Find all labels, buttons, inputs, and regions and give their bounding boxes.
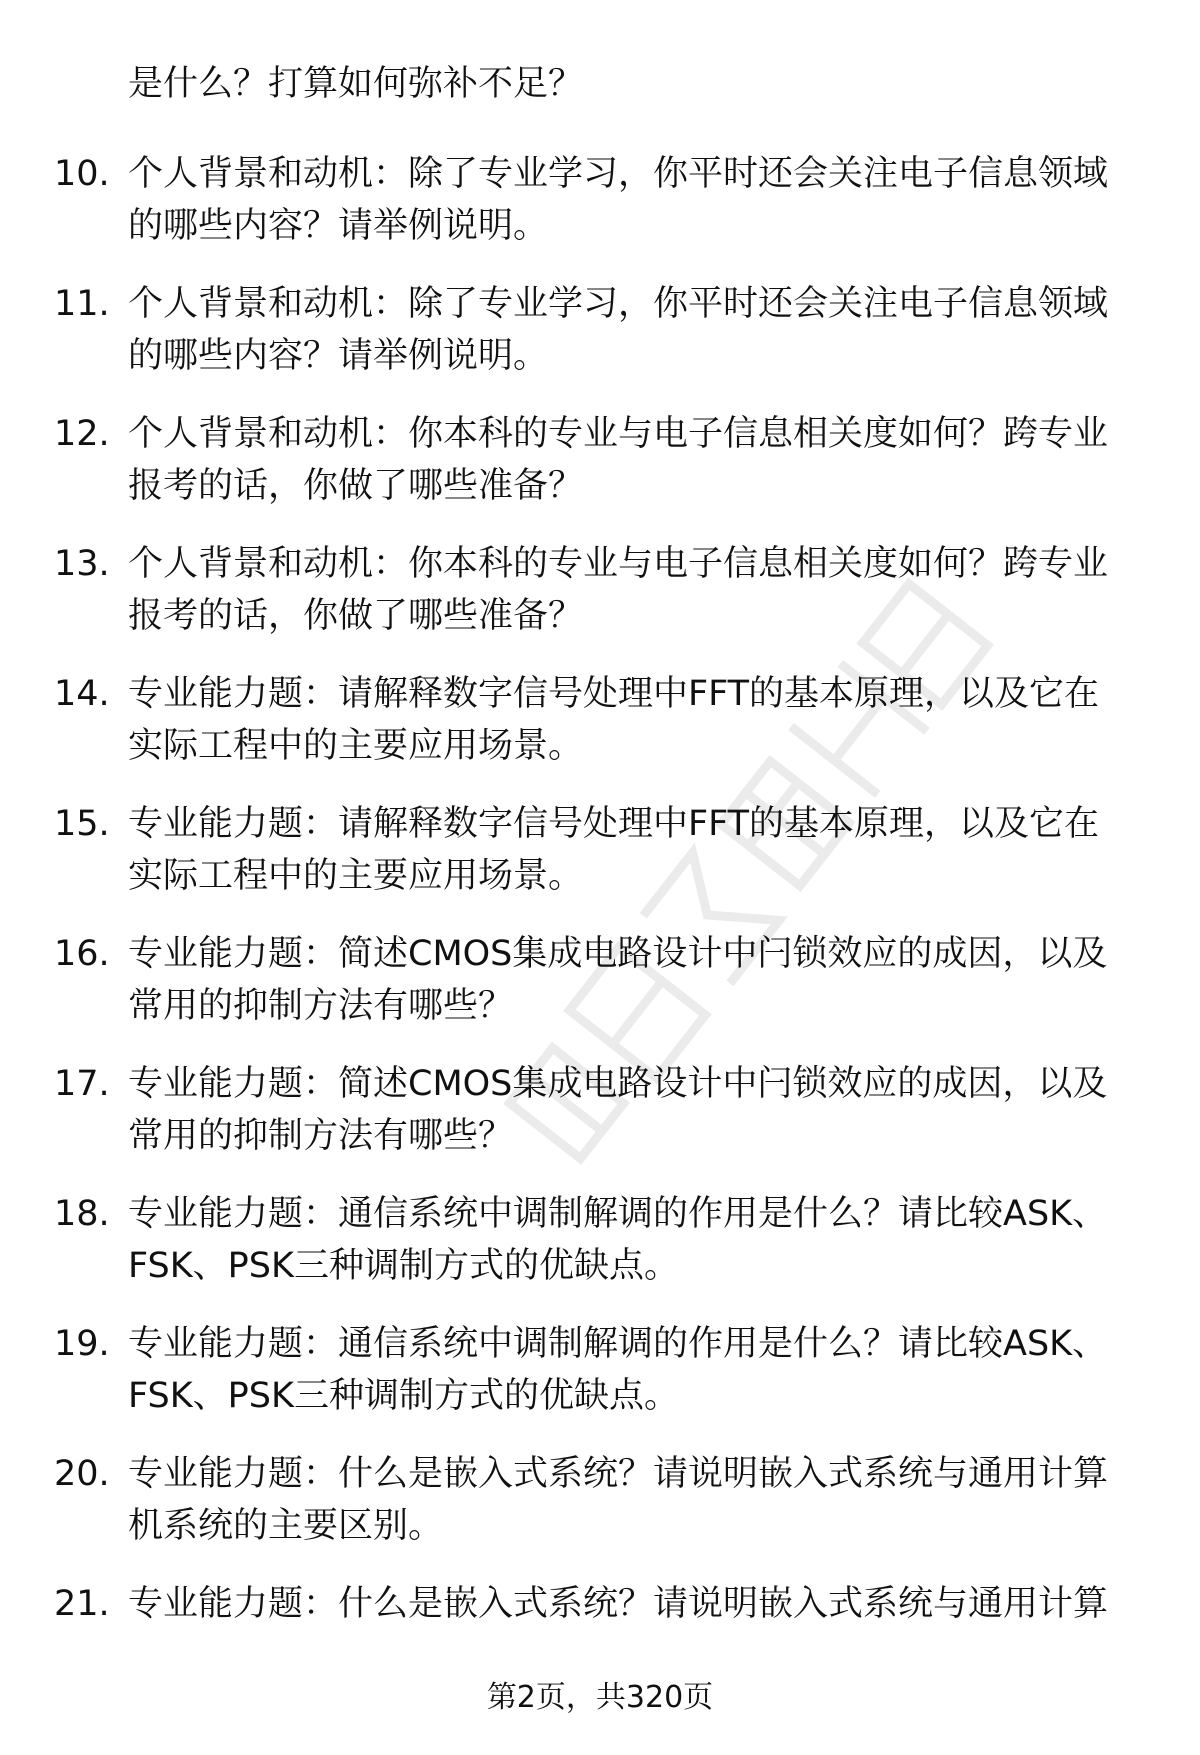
item-line: 专业能力题：请解释数字信号处理中FFT的基本原理，以及它在 <box>128 674 1100 714</box>
list-item <box>0 538 1200 668</box>
item-line: 专业能力题：简述CMOS集成电路设计中闩锁效应的成因，以及 <box>128 1064 1108 1104</box>
item-line: 专业能力题：请解释数字信号处理中FFT的基本原理，以及它在 <box>128 804 1100 844</box>
item-line: 个人背景和动机：除了专业学习，你平时还会关注电子信息领域 <box>128 284 1109 324</box>
item-line: 的哪些内容？请举例说明。 <box>128 206 549 246</box>
item-text <box>128 1058 1148 1162</box>
list-item <box>0 1058 1200 1188</box>
item-line: 实际工程中的主要应用场景。 <box>128 856 584 896</box>
item-text <box>128 408 1148 512</box>
item-number: 13. <box>54 544 110 584</box>
page-footer: 第2页，共320页 <box>486 1680 714 1715</box>
item-number: 19. <box>54 1324 110 1364</box>
continuation-text: 是什么？打算如何弥补不足？ <box>128 64 584 104</box>
item-number: 11. <box>54 284 110 324</box>
item-number: 12. <box>54 414 110 454</box>
item-number: 18. <box>54 1194 110 1234</box>
item-line: 机系统的主要区别。 <box>128 1506 444 1546</box>
item-text <box>128 1318 1148 1422</box>
item-number: 10. <box>54 154 110 194</box>
item-line: 专业能力题：什么是嵌入式系统？请说明嵌入式系统与通用计算 <box>128 1584 1109 1624</box>
item-line: 专业能力题：简述CMOS集成电路设计中闩锁效应的成因，以及 <box>128 934 1108 974</box>
item-text <box>128 1188 1148 1292</box>
list-item <box>0 148 1200 278</box>
item-line: 报考的话，你做了哪些准备？ <box>128 596 584 636</box>
item-text <box>128 148 1148 252</box>
item-text <box>128 798 1148 902</box>
item-number: 16. <box>54 934 110 974</box>
item-text <box>128 928 1148 1032</box>
list-item <box>0 1448 1200 1578</box>
item-line: 个人背景和动机：你本科的专业与电子信息相关度如何？跨专业 <box>128 414 1109 454</box>
item-line: FSK、PSK三种调制方式的优缺点。 <box>128 1246 679 1286</box>
list-item <box>0 668 1200 798</box>
item-line: 报考的话，你做了哪些准备？ <box>128 466 584 506</box>
item-number: 14. <box>54 674 110 714</box>
item-text <box>128 1448 1148 1552</box>
item-number: 21. <box>54 1584 110 1624</box>
item-text <box>128 538 1148 642</box>
item-number: 15. <box>54 804 110 844</box>
list-item <box>0 1188 1200 1318</box>
item-line: 常用的抑制方法有哪些？ <box>128 986 514 1026</box>
item-line: FSK、PSK三种调制方式的优缺点。 <box>128 1376 679 1416</box>
item-line: 专业能力题：什么是嵌入式系统？请说明嵌入式系统与通用计算 <box>128 1454 1109 1494</box>
item-line: 的哪些内容？请举例说明。 <box>128 336 549 376</box>
item-number: 20. <box>54 1454 110 1494</box>
item-text <box>128 668 1148 772</box>
list-item <box>0 798 1200 928</box>
list-item <box>0 928 1200 1058</box>
item-line: 专业能力题：通信系统中调制解调的作用是什么？请比较ASK、 <box>128 1324 1108 1364</box>
list-item <box>0 1318 1200 1448</box>
item-line: 专业能力题：通信系统中调制解调的作用是什么？请比较ASK、 <box>128 1194 1108 1234</box>
item-number: 17. <box>54 1064 110 1104</box>
item-line: 实际工程中的主要应用场景。 <box>128 726 584 766</box>
item-line: 个人背景和动机：你本科的专业与电子信息相关度如何？跨专业 <box>128 544 1109 584</box>
question-list <box>0 148 1200 1708</box>
item-line: 个人背景和动机：除了专业学习，你平时还会关注电子信息领域 <box>128 154 1109 194</box>
item-text <box>128 278 1148 382</box>
list-item <box>0 278 1200 408</box>
item-text <box>128 1578 1148 1630</box>
list-item <box>0 408 1200 538</box>
item-line: 常用的抑制方法有哪些？ <box>128 1116 514 1156</box>
